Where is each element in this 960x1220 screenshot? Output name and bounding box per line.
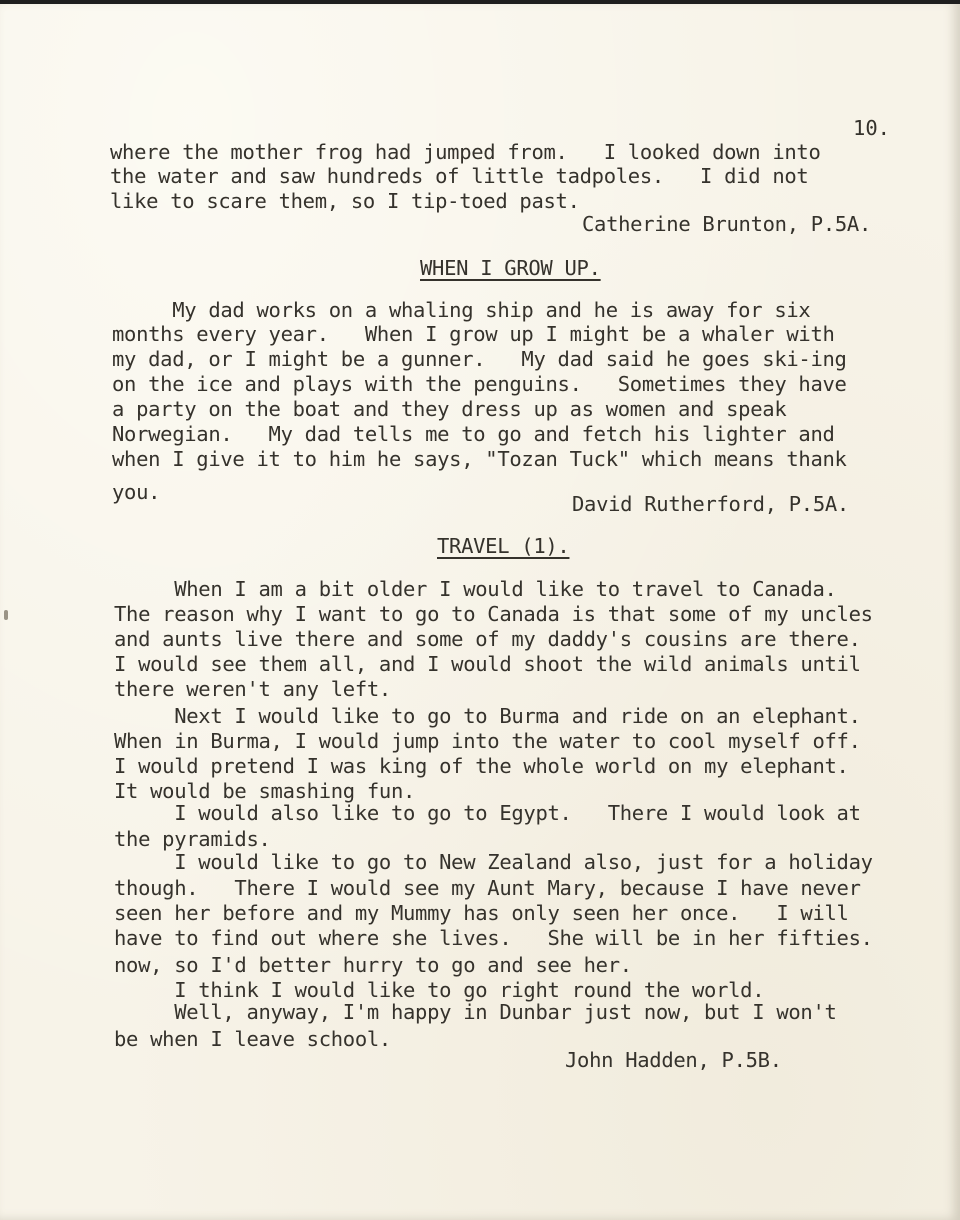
body-line: a party on the boat and they dress up as women and speak xyxy=(112,397,787,421)
body-line: When I am a bit older I would like to travel to Canada. xyxy=(114,577,837,601)
author-byline: Catherine Brunton, P.5A. xyxy=(582,212,872,236)
page-number: 10. xyxy=(853,116,891,140)
body-line: on the ice and plays with the penguins. Sometimes they have xyxy=(112,372,847,396)
body-line: I would also like to go to Egypt. There I would look at xyxy=(114,801,861,825)
body-line: The reason why I want to go to Canada is that some of my uncles xyxy=(114,602,873,626)
author-byline: David Rutherford, P.5A. xyxy=(572,492,849,516)
body-line: when I give it to him he says, "Tozan Tuck" which means thank xyxy=(112,447,847,471)
body-line: be when I leave school. xyxy=(114,1027,391,1051)
body-line: It would be smashing fun. xyxy=(114,779,416,803)
body-line: My dad works on a whaling ship and he is away for six xyxy=(112,298,811,322)
body-line: you. xyxy=(112,480,161,504)
body-line: When in Burma, I would jump into the water to cool myself off. xyxy=(114,729,861,753)
body-line: I would like to go to New Zealand also, just for a holiday xyxy=(114,850,873,874)
section-heading: WHEN I GROW UP. xyxy=(420,256,601,280)
body-line: I think I would like to go right round the world. xyxy=(114,978,765,1002)
body-line: I would pretend I was king of the whole world on my elephant. xyxy=(114,754,849,778)
body-line: the pyramids. xyxy=(114,827,271,851)
body-line: Next I would like to go to Burma and ride on an elephant. xyxy=(114,704,861,728)
section-heading: TRAVEL (1). xyxy=(437,534,570,558)
body-line: have to find out where she lives. She will be in her fifties. xyxy=(114,926,873,950)
margin-mark xyxy=(4,610,8,620)
body-line: the water and saw hundreds of little tadpoles. I did not xyxy=(110,164,809,188)
body-line: seen her before and my Mummy has only seen her once. I will xyxy=(114,901,849,925)
body-line: Norwegian. My dad tells me to go and fetch his lighter and xyxy=(112,422,835,446)
body-line: Well, anyway, I'm happy in Dunbar just now, but I won't xyxy=(114,1000,837,1024)
body-line: where the mother frog had jumped from. I looked down into xyxy=(110,140,821,164)
body-line: there weren't any left. xyxy=(114,677,391,701)
body-line: months every year. When I grow up I might be a whaler with xyxy=(112,322,835,346)
body-line: I would see them all, and I would shoot the wild animals until xyxy=(114,652,861,676)
body-line: like to scare them, so I tip-toed past. xyxy=(110,189,580,213)
body-line: and aunts live there and some of my daddy's cousins are there. xyxy=(114,627,861,651)
body-line: now, so I'd better hurry to go and see her. xyxy=(114,953,632,977)
body-line: my dad, or I might be a gunner. My dad said he goes ski-ing xyxy=(112,347,847,371)
body-line: though. There I would see my Aunt Mary, because I have never xyxy=(114,876,861,900)
author-byline: John Hadden, P.5B. xyxy=(565,1048,782,1072)
